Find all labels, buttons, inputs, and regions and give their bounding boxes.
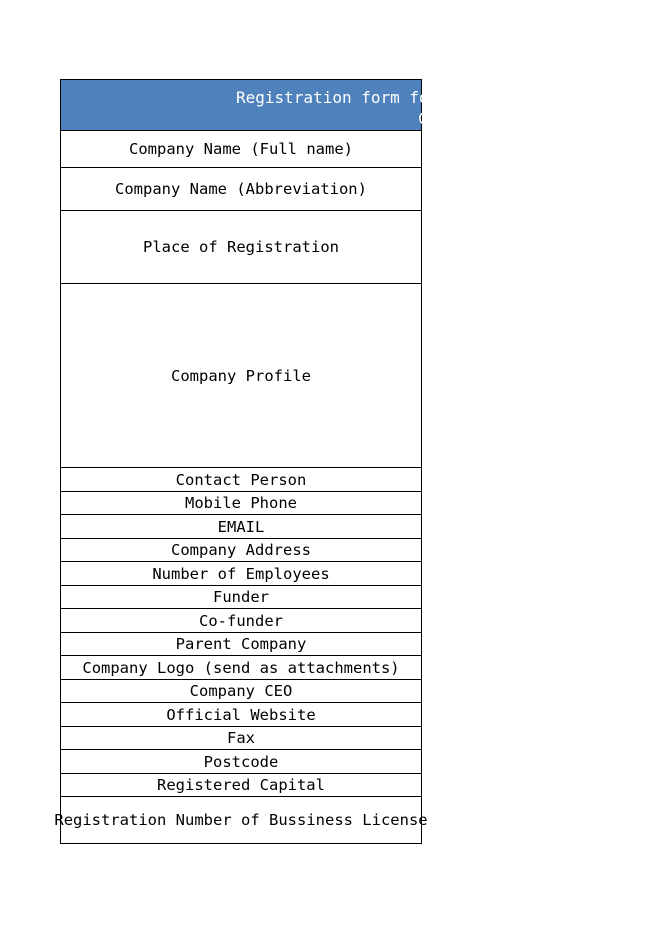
row-official-website: Official Website — [61, 703, 421, 727]
row-company-name-full: Company Name (Full name) — [61, 131, 421, 168]
row-co-funder: Co-funder — [61, 609, 421, 633]
row-email: EMAIL — [61, 515, 421, 539]
row-company-address: Company Address — [61, 539, 421, 562]
row-place-of-registration: Place of Registration — [61, 211, 421, 284]
row-company-ceo: Company CEO — [61, 680, 421, 703]
row-registered-capital: Registered Capital — [61, 774, 421, 797]
row-fax: Fax — [61, 727, 421, 750]
row-mobile-phone: Mobile Phone — [61, 492, 421, 515]
row-company-name-abbreviation: Company Name (Abbreviation) — [61, 168, 421, 211]
row-company-profile: Company Profile — [61, 284, 421, 468]
row-postcode: Postcode — [61, 750, 421, 774]
row-company-logo: Company Logo (send as attachments) — [61, 656, 421, 680]
row-parent-company: Parent Company — [61, 633, 421, 656]
row-funder: Funder — [61, 586, 421, 609]
row-registration-number-business-license: Registration Number of Bussiness License — [61, 797, 421, 844]
form-title-line1: Registration form for — [236, 88, 439, 107]
form-title-line2: C — [418, 109, 428, 128]
form-title-header — [60, 79, 439, 131]
row-number-of-employees: Number of Employees — [61, 562, 421, 586]
form-rows — [54, 131, 428, 844]
registration-form-table — [54, 79, 439, 844]
row-contact-person: Contact Person — [61, 468, 421, 492]
